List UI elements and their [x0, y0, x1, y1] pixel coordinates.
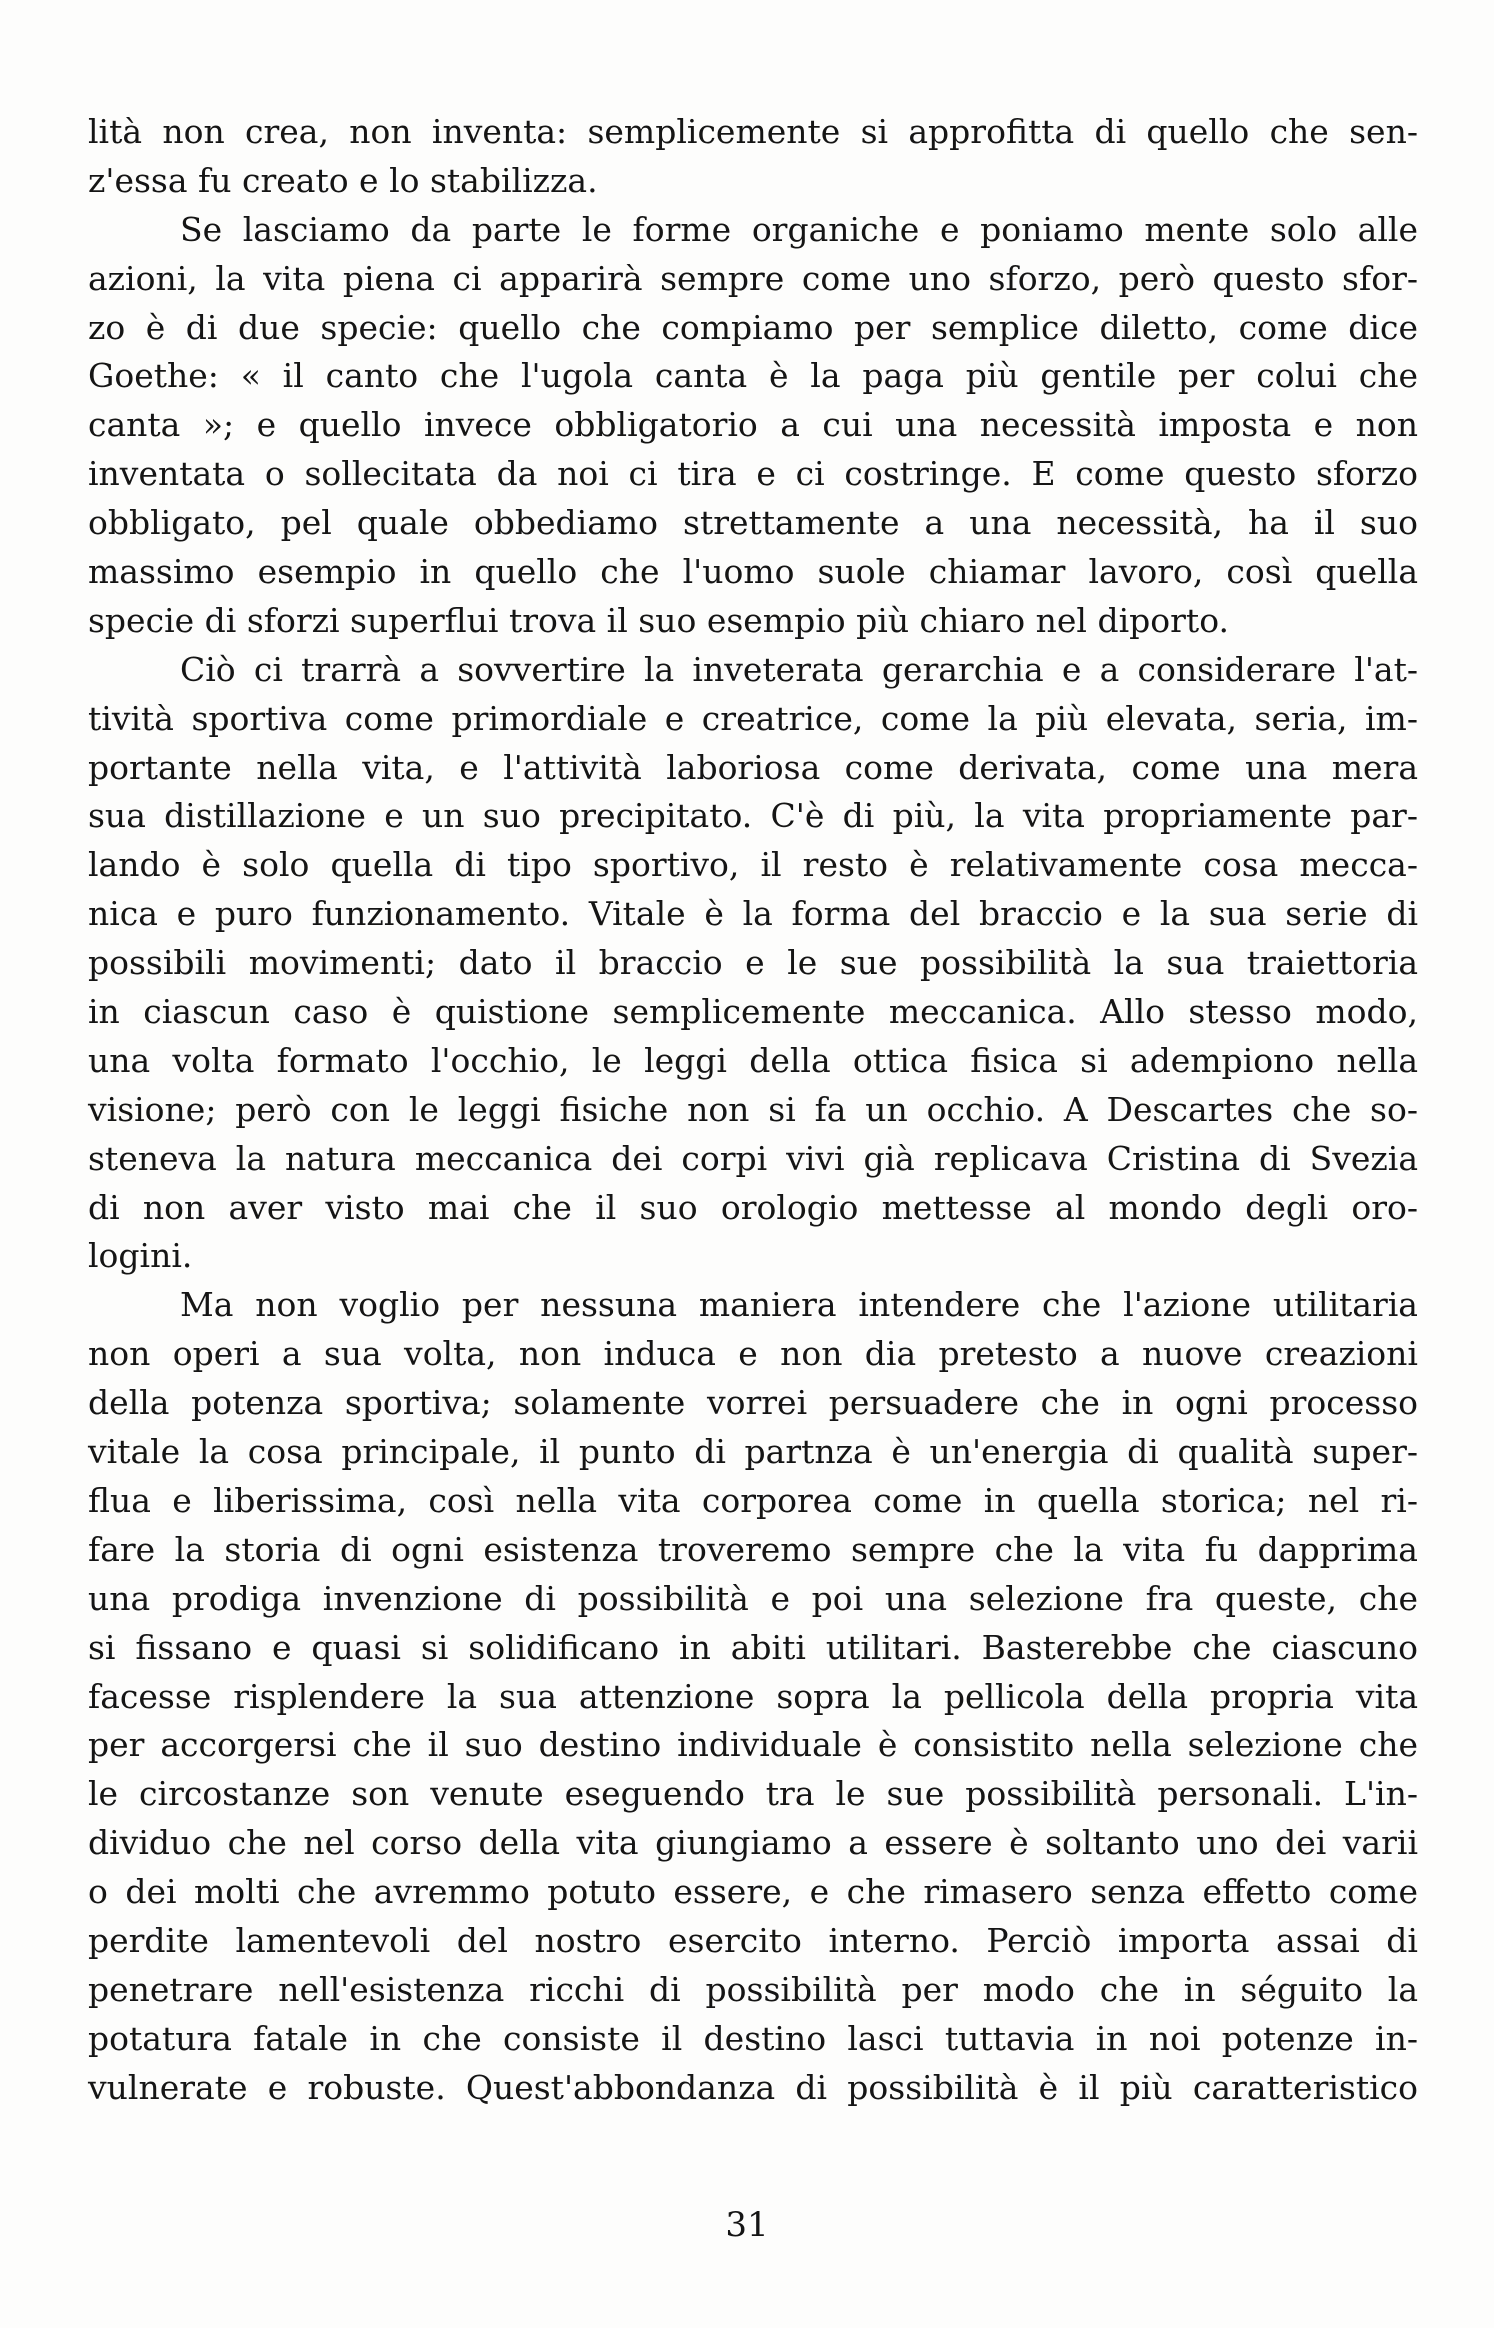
text-line: azioni, la vita piena ci apparirà sempre come uno sforzo, però questo sfor-	[88, 258, 1418, 298]
text-line: tività sportiva come primordiale e creatrice, come la più elevata, seria, im-	[88, 698, 1418, 738]
text-line: per accorgersi che il suo destino individuale è consistito nella selezione che	[88, 1725, 1418, 1765]
text-line: massimo esempio in quello che l'uomo suole chiamar lavoro, così quella	[88, 552, 1418, 592]
text-line: steneva la natura meccanica dei corpi vivi già replicava Cristina di Svezia	[88, 1138, 1418, 1178]
text-line: zo è di due specie: quello che compiamo per semplice diletto, come dice	[88, 307, 1418, 347]
text-line: obbligato, pel quale obbediamo strettamente a una necessità, ha il suo	[88, 503, 1418, 543]
text-line: potatura fatale in che consiste il destino lasci tuttavia in noi potenze in-	[88, 2018, 1418, 2058]
text-line: z'essa fu creato e lo stabilizza.	[88, 160, 598, 200]
text-line: o dei molti che avremmo potuto essere, e che rimasero senza effetto come	[88, 1872, 1418, 1912]
text-line: perdite lamentevoli del nostro esercito interno. Perciò importa assai di	[88, 1920, 1418, 1960]
text-line: dividuo che nel corso della vita giungiamo a essere è soltanto uno dei varii	[88, 1823, 1418, 1863]
text-line: canta »; e quello invece obbligatorio a cui una necessità imposta e non	[88, 405, 1418, 445]
text-line: Ma non voglio per nessuna maniera intendere che l'azione utilitaria	[180, 1285, 1418, 1325]
text-line: facesse risplendere la sua attenzione sopra la pellicola della propria vita	[88, 1676, 1418, 1716]
text-line: possibili movimenti; dato il braccio e le sue possibilità la sua traiettoria	[88, 943, 1418, 983]
body-text	[88, 108, 1418, 2113]
text-line: lando è solo quella di tipo sportivo, il resto è relativamente cosa mecca-	[88, 845, 1418, 885]
text-line: vitale la cosa principale, il punto di partnza è un'energia di qualità super-	[88, 1432, 1418, 1472]
text-line: vulnerate e robuste. Quest'abbondanza di possibilità è il più caratteristico	[88, 2067, 1418, 2107]
text-line: sua distillazione e un suo precipitato. C'è di più, la vita propriamente par-	[88, 796, 1418, 836]
text-line: flua e liberissima, così nella vita corporea come in quella storica; nel ri-	[88, 1480, 1418, 1520]
page-number: 31	[725, 2205, 769, 2245]
text-line: fare la storia di ogni esistenza troveremo sempre che la vita fu dapprima	[88, 1529, 1418, 1569]
text-line: Ciò ci trarrà a sovvertire la inveterata gerarchia e a considerare l'at-	[180, 649, 1418, 689]
text-line: logini.	[88, 1236, 193, 1276]
text-line: una volta formato l'occhio, le leggi della ottica fisica si adempiono nella	[88, 1040, 1418, 1080]
text-line: in ciascun caso è quistione semplicemente meccanica. Allo stesso modo,	[88, 992, 1418, 1032]
text-line: le circostanze son venute eseguendo tra le sue possibilità personali. L'in-	[88, 1774, 1418, 1814]
text-line: penetrare nell'esistenza ricchi di possibilità per modo che in séguito la	[88, 1969, 1418, 2009]
text-line: specie di sforzi superflui trova il suo esempio più chiaro nel diporto.	[88, 600, 1229, 640]
text-line: inventata o sollecitata da noi ci tira e ci costringe. E come questo sforzo	[88, 454, 1418, 494]
text-line: portante nella vita, e l'attività laboriosa come derivata, come una mera	[88, 747, 1418, 787]
text-line: lità non crea, non inventa: semplicemente si approfitta di quello che sen-	[88, 112, 1418, 151]
text-line: visione; però con le leggi fisiche non si fa un occhio. A Descartes che so-	[88, 1089, 1418, 1129]
text-line: di non aver visto mai che il suo orologio mettesse al mondo degli oro-	[88, 1187, 1418, 1227]
text-line: Goethe: « il canto che l'ugola canta è la paga più gentile per colui che	[88, 356, 1418, 396]
text-line: si fissano e quasi si solidificano in abiti utilitari. Basterebbe che ciascuno	[88, 1627, 1418, 1667]
text-line: Se lasciamo da parte le forme organiche e poniamo mente solo alle	[180, 209, 1418, 249]
text-line: della potenza sportiva; solamente vorrei persuadere che in ogni processo	[88, 1383, 1418, 1423]
text-line: non operi a sua volta, non induca e non dia pretesto a nuove creazioni	[88, 1334, 1418, 1374]
text-line: nica e puro funzionamento. Vitale è la forma del braccio e la sua serie di	[88, 894, 1418, 934]
text-line: una prodiga invenzione di possibilità e poi una selezione fra queste, che	[88, 1578, 1418, 1618]
